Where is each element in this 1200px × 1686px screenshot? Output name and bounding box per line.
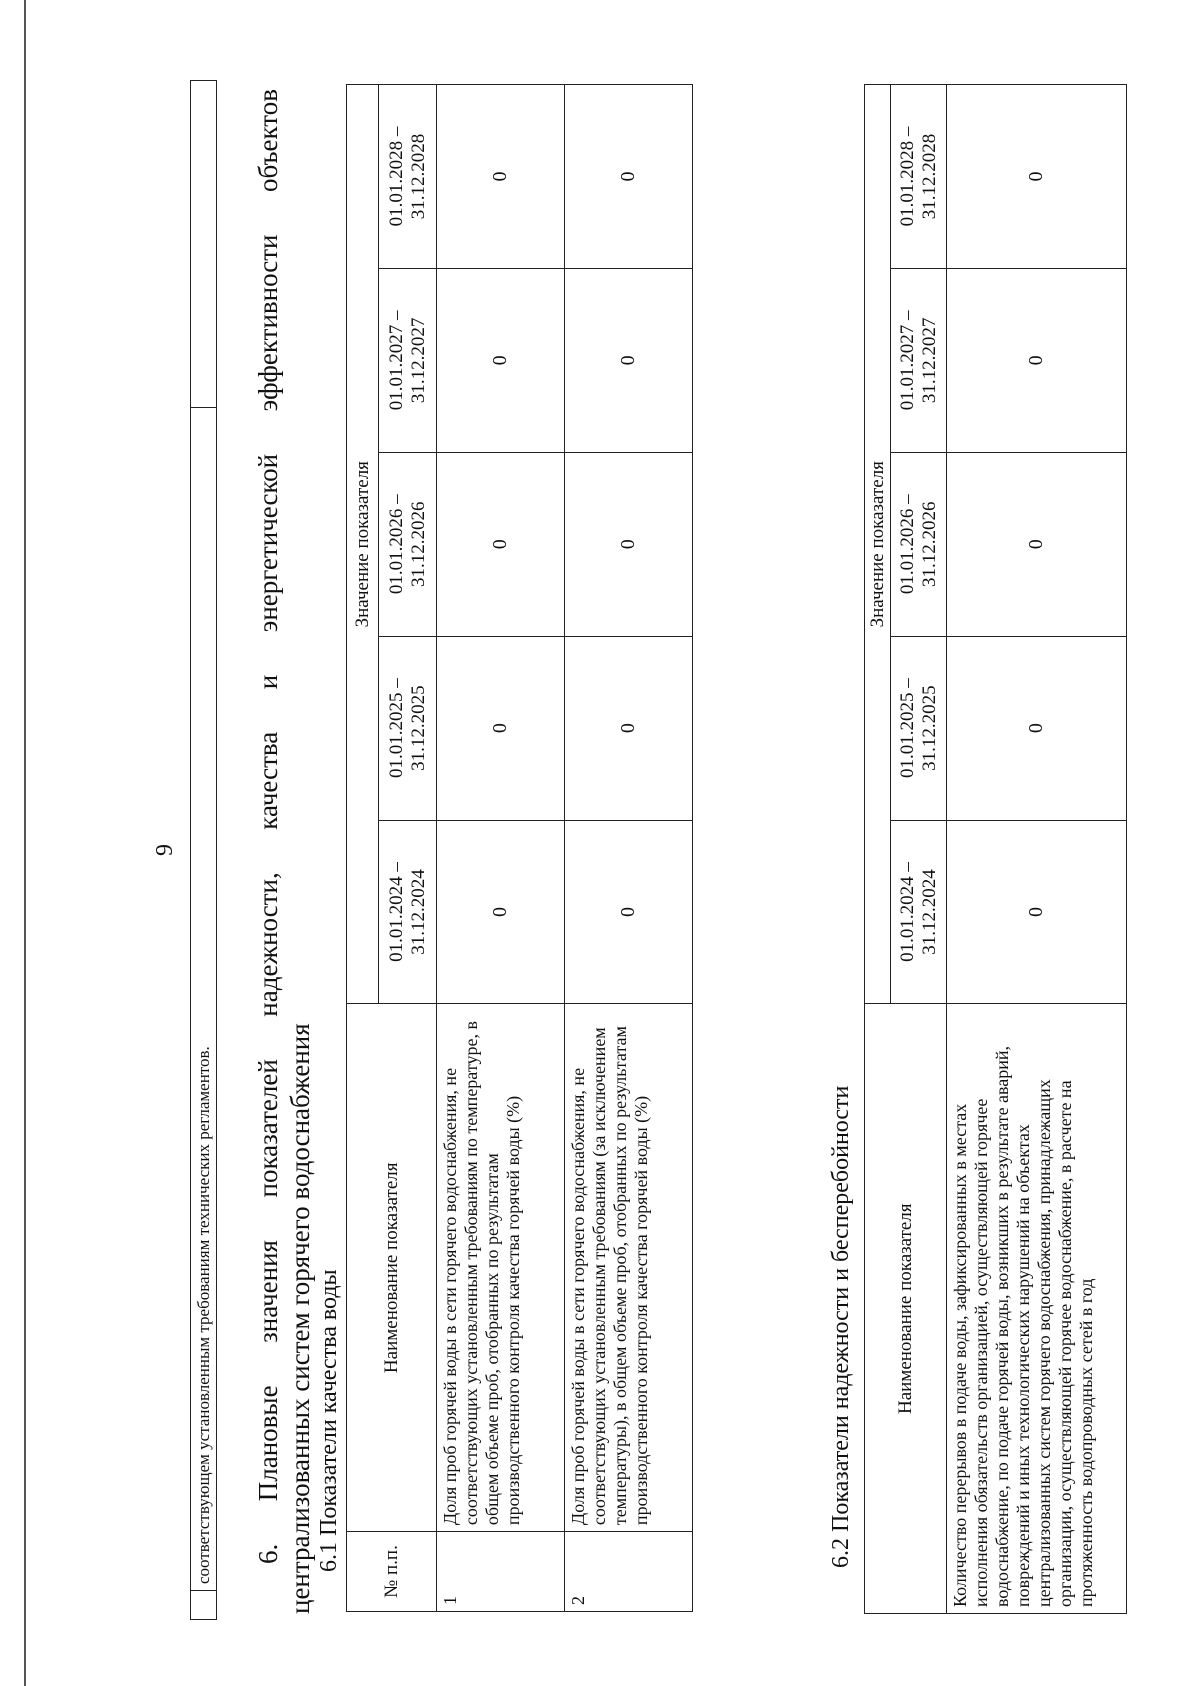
period-header: 01.01.2025 – 31.12.2025 <box>379 636 437 820</box>
period-header: 01.01.2024 – 31.12.2024 <box>379 820 437 1004</box>
previous-table-fragment <box>190 80 217 1620</box>
row-number: 1 <box>437 1532 565 1612</box>
indicator-value: 0 <box>947 85 1127 269</box>
table1-title: 6.1 Показатели качества воды <box>316 1269 342 1572</box>
indicator-name: Доля проб горячей воды в сети горячего водоснабжения, не соответствующих установленным требованиям по температуре, в общем объеме проб, отобранных по результатам производственного контроля качества горячей воды (%) <box>437 1004 565 1532</box>
col-num-header: № п.п. <box>347 1532 437 1612</box>
indicator-value: 0 <box>565 820 693 1004</box>
indicator-value: 0 <box>565 85 693 269</box>
indicator-value: 0 <box>437 85 565 269</box>
indicator-value: 0 <box>437 636 565 820</box>
col-name-header: Наименование показателя <box>865 1004 947 1614</box>
prev-table-cell: соответствующем установленным требованиям технических регламентов. <box>191 408 217 1591</box>
indicator-value: 0 <box>565 452 693 636</box>
period-header: 01.01.2028 – 31.12.2028 <box>379 85 437 269</box>
indicator-name: Количество перерывов в подаче воды, зафиксированных в местах исполнения обязательств организацией, осуществляющей горячее водоснабжение, по подаче горячей воды, возникших в результате аварий, повреждений и иных технологических нарушений на объектах централизованных систем горячего водоснабжения, принадлежащих организации, осуществляющей горячее водоснабжение, в расчете на протяженность водопроводных сетей в год <box>947 1004 1127 1614</box>
col-name-header: Наименование показателя <box>347 1004 437 1532</box>
col-value-header: Значение показателя <box>347 85 379 1004</box>
period-header: 01.01.2026 – 31.12.2026 <box>891 452 947 636</box>
indicator-value: 0 <box>947 452 1127 636</box>
period-header: 01.01.2025 – 31.12.2025 <box>891 636 947 820</box>
table2-title: 6.2 Показатели надежности и бесперебойности <box>828 1085 854 1568</box>
table-row <box>437 85 565 1612</box>
section-heading: 6. Плановые значения показателей надежности, качества и энергетической эффективности объектов централизованных систем горячего водоснабжения <box>253 89 315 1614</box>
indicator-value: 0 <box>565 636 693 820</box>
period-header: 01.01.2024 – 31.12.2024 <box>891 820 947 1004</box>
indicator-value: 0 <box>947 268 1127 452</box>
indicator-name: Доля проб горячей воды в сети горячего водоснабжения, не соответствующих установленным требованиям (за исключением температуры), в общем объеме проб, отобранных по результатам производственного контроля качества горячей воды (%) <box>565 1004 693 1532</box>
indicator-value: 0 <box>437 452 565 636</box>
period-header: 01.01.2026 – 31.12.2026 <box>379 452 437 636</box>
indicator-value: 0 <box>437 268 565 452</box>
table-row <box>947 85 1127 1614</box>
row-number: 2 <box>565 1532 693 1612</box>
indicator-value: 0 <box>947 636 1127 820</box>
page-number: 9 <box>152 844 178 856</box>
indicator-value: 0 <box>437 820 565 1004</box>
indicator-value: 0 <box>565 268 693 452</box>
period-header: 01.01.2027 – 31.12.2027 <box>891 268 947 452</box>
quality-table <box>346 84 693 1612</box>
page-edge <box>24 0 26 1686</box>
rotated-page <box>150 80 1096 1620</box>
table-row <box>565 85 693 1612</box>
period-header: 01.01.2027 – 31.12.2027 <box>379 268 437 452</box>
col-value-header: Значение показателя <box>865 85 891 1004</box>
period-header: 01.01.2028 – 31.12.2028 <box>891 85 947 269</box>
indicator-value: 0 <box>947 820 1127 1004</box>
reliability-table <box>864 84 1127 1614</box>
